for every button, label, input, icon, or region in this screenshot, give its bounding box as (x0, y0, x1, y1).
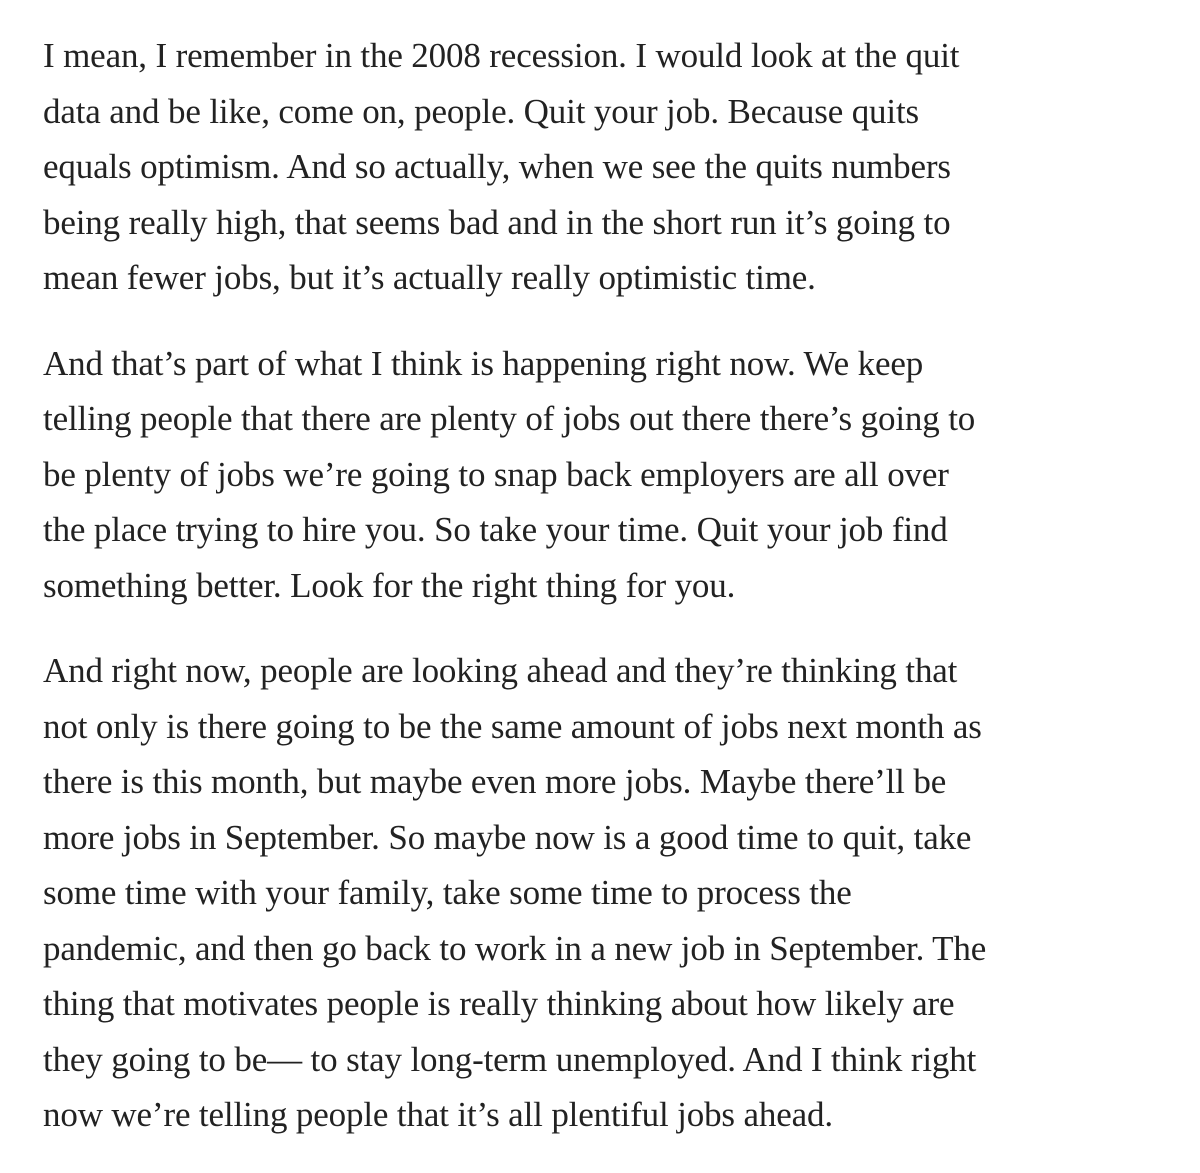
text-line: mean fewer jobs, but it’s actually really optimistic time. (43, 258, 816, 297)
text-line: there is this month, but maybe even more jobs. Maybe there’ll be (43, 762, 947, 801)
text-line: telling people that there are plenty of jobs out there there’s going to (43, 399, 976, 438)
text-line: something better. Look for the right thing for you. (43, 565, 736, 605)
text-line: And right now, people are looking ahead and they’re thinking that (43, 651, 958, 690)
text-line: thing that motivates people is really thinking about how likely are (43, 984, 955, 1023)
text-line: some time with your family, take some time to process the (43, 873, 852, 912)
text-line: And that’s part of what I think is happening right now. We keep (43, 343, 924, 383)
text-line: I mean, I remember in the 2008 recession. I would look at the quit (43, 36, 960, 75)
paragraph-2 (43, 336, 1168, 614)
text-line: be plenty of jobs we’re going to snap back employers are all over (43, 454, 949, 494)
paragraph-3 (43, 643, 1168, 1143)
text-line: data and be like, come on, people. Quit your job. Because quits (43, 91, 920, 131)
text-line: more jobs in September. So maybe now is a good time to quit, take (43, 817, 972, 857)
text-line: equals optimism. And so actually, when we see the quits numbers (43, 147, 951, 186)
text-line: pandemic, and then go back to work in a new job in September. The (43, 928, 987, 968)
article-body (43, 28, 1168, 1173)
paragraph-1 (43, 28, 1168, 306)
text-line: they going to be— to stay long-term unemployed. And I think right (43, 1039, 977, 1079)
text-line: the place trying to hire you. So take your time. Quit your job find (43, 510, 948, 549)
text-line: now we’re telling people that it’s all plentiful jobs ahead. (43, 1095, 833, 1134)
text-line: being really high, that seems bad and in the short run it’s going to (43, 202, 951, 242)
text-line: not only is there going to be the same amount of jobs next month as (43, 706, 982, 746)
